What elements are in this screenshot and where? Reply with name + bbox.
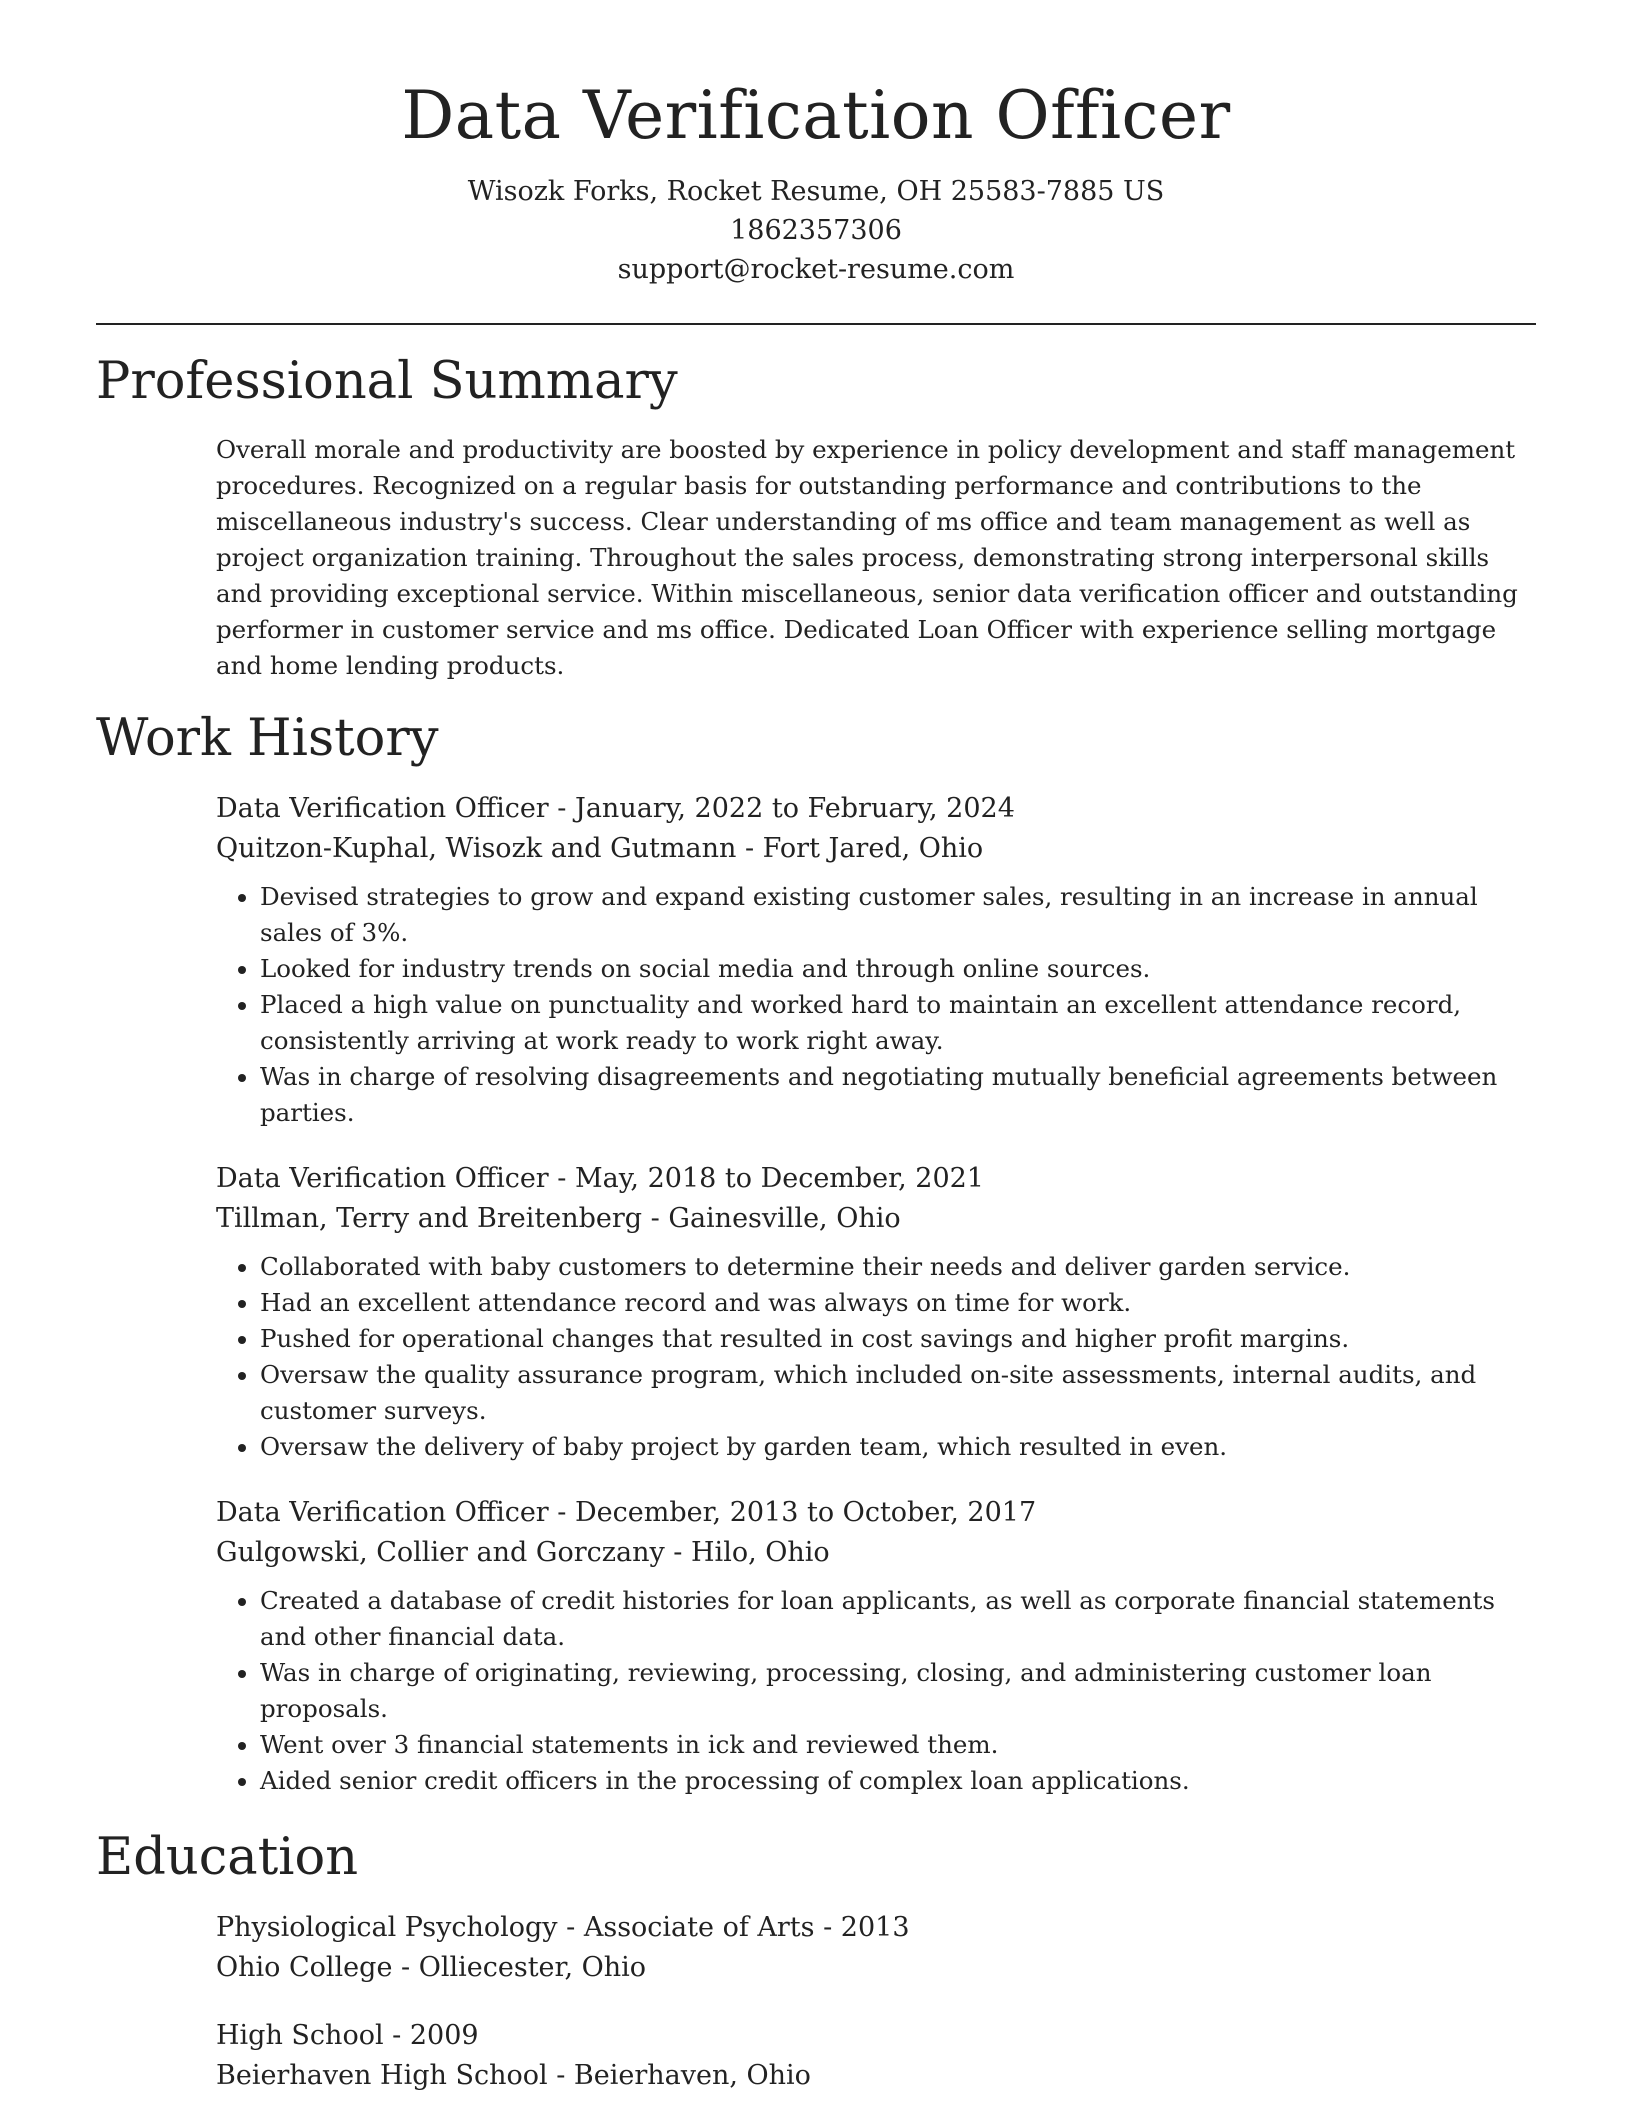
education-location: - Olliecester, Ohio [392, 1952, 647, 1984]
education-year: - 2013 [814, 1912, 910, 1944]
job-bullets [216, 1249, 1536, 1465]
job-dates: - December, 2013 to October, 2017 [548, 1497, 1037, 1529]
contact-email: support@rocket-resume.com [617, 253, 1015, 285]
job-bullets [216, 1583, 1536, 1799]
resume-name: Data Verification Officer [401, 77, 1231, 154]
job-bullets [216, 879, 1536, 1131]
bullet-item: • Oversaw the quality assurance program, which included on-site assessments, internal audits, and customer surveys. [260, 1357, 1536, 1429]
bullet-item: • Aided senior credit officers in the processing of complex loan applications. [260, 1763, 1536, 1799]
bullet-item: • Created a database of credit histories for loan applicants, as well as corporate financial statements and other financial data. [260, 1583, 1536, 1655]
summary-text: Overall morale and productivity are boosted by experience in policy development and staff management procedures. Recognized on a regular basis for outstanding performance and contributions to the miscellaneous industry's success. Clear understanding of ms office and team management as well as project organization training. Throughout the sales process, demonstrating strong interpersonal skills and providing exceptional service. Within miscellaneous, senior data verification officer and outstanding performer in customer service and ms office. Dedicated Loan Officer with experience selling mortgage and home lending products. [216, 435, 1518, 681]
education-program: Physiological Psychology - Associate of Arts [216, 1912, 815, 1944]
work-history-section [96, 708, 1536, 1799]
bullet-item: • Pushed for operational changes that resulted in cost savings and higher profit margins. [260, 1321, 1536, 1357]
job-title: Data Verification Officer [216, 1163, 549, 1195]
company-name: Tillman, Terry and Breitenberg [216, 1203, 643, 1235]
education-entry [216, 1908, 1536, 1988]
company-name: Quitzon-Kuphal, Wisozk and Gutmann [216, 833, 737, 865]
education-program: High School [216, 2020, 384, 2052]
company-location: - Fort Jared, Ohio [736, 833, 984, 865]
bullet-item: • Collaborated with baby customers to determine their needs and deliver garden service. [260, 1249, 1536, 1285]
education-school: Ohio College [216, 1952, 393, 1984]
education-program-line [216, 1908, 1536, 1948]
company-name: Gulgowski, Collier and Gorczany [216, 1537, 665, 1569]
section-title-education: Education [96, 1828, 359, 1888]
education-location: - Beierhaven, Ohio [547, 2060, 811, 2092]
bullet-item: • Was in charge of resolving disagreements and negotiating mutually beneficial agreements between parties. [260, 1059, 1536, 1131]
education-section [96, 1827, 1536, 2096]
job-title: Data Verification Officer [216, 1497, 549, 1529]
section-title-summary: Professional Summary [96, 351, 678, 411]
bullet-item: • Was in charge of originating, reviewing, processing, closing, and administering customer loan proposals. [260, 1655, 1536, 1727]
education-school-line [216, 1948, 1536, 1988]
education-school-line [216, 2056, 1536, 2096]
contact-address: Wisozk Forks, Rocket Resume, OH 25583-7885 US [467, 175, 1165, 207]
bullet-item: • Placed a high value on punctuality and worked hard to maintain an excellent attendance record, consistently arriving at work ready to work right away. [260, 987, 1536, 1059]
job-entry [216, 1493, 1536, 1799]
company-line [216, 829, 1536, 869]
bullet-item: • Devised strategies to grow and expand existing customer sales, resulting in an increase in annual sales of 3%. [260, 879, 1536, 951]
education-school: Beierhaven High School [216, 2060, 548, 2092]
education-program-line [216, 2016, 1536, 2056]
company-location: - Hilo, Ohio [664, 1537, 830, 1569]
contact-phone: 1862357306 [730, 214, 902, 246]
bullet-item: • Had an excellent attendance record and was always on time for work. [260, 1285, 1536, 1321]
bullet-item: • Oversaw the delivery of baby project by garden team, which resulted in even. [260, 1429, 1536, 1465]
job-title-line [216, 1493, 1536, 1533]
job-entry [216, 789, 1536, 1131]
education-year: - 2009 [383, 2020, 479, 2052]
company-location: - Gainesville, Ohio [642, 1203, 901, 1235]
job-entry [216, 1159, 1536, 1465]
job-title-line [216, 789, 1536, 829]
company-line [216, 1533, 1536, 1573]
job-title-line [216, 1159, 1536, 1199]
job-title: Data Verification Officer [216, 793, 549, 825]
bullet-item: • Went over 3 financial statements in ick and reviewed them. [260, 1727, 1536, 1763]
education-entry [216, 2016, 1536, 2096]
header-divider [96, 323, 1536, 325]
resume-header [96, 78, 1536, 289]
job-dates: - May, 2018 to December, 2021 [548, 1163, 984, 1195]
job-dates: - January, 2022 to February, 2024 [548, 793, 1015, 825]
professional-summary-section [96, 351, 1536, 684]
bullet-item: • Looked for industry trends on social media and through online sources. [260, 951, 1536, 987]
section-title-work: Work History [96, 709, 439, 769]
company-line [216, 1199, 1536, 1239]
